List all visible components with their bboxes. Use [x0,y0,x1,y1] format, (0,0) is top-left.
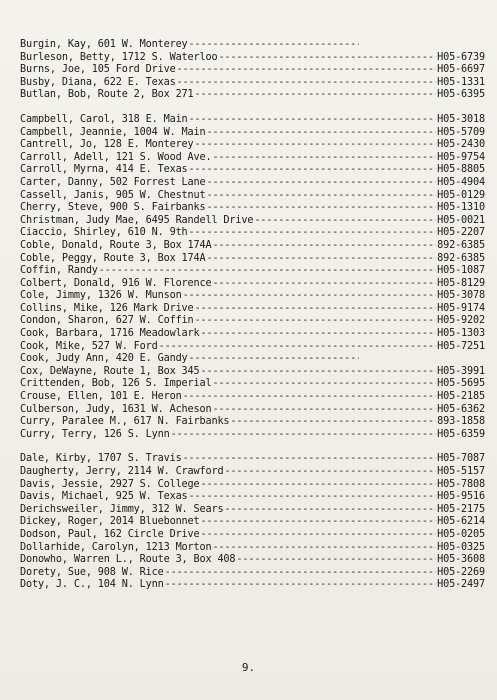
dot-leader [159,341,437,354]
entry-name-address: Cantrell, Jo, 128 E. Monterey [20,139,194,151]
dot-leader [165,579,437,592]
entry-name-address: Crittenden, Bob, 126 S. Imperial [20,378,212,390]
dot-leader [212,240,436,253]
entry-phone: H05-3078 [437,290,485,302]
entry-name-address: Coble, Donald, Route 3, Box 174A [20,239,212,251]
directory-entry [20,328,485,341]
directory-entry [20,253,485,266]
dot-leader [183,391,437,404]
entry-phone: H05-1310 [437,202,485,214]
directory-entry [20,152,485,165]
directory-listing [20,39,485,604]
dot-leader [189,353,359,366]
entry-name-address: Dodson, Paul, 162 Circle Drive [20,528,200,540]
directory-group [20,114,485,441]
dot-leader [254,215,436,228]
entry-phone: H05-2430 [437,139,485,151]
entry-phone: H05-7087 [437,453,485,465]
directory-entry [20,529,485,542]
entry-name-address: Collins, Mike, 126 Mark Drive [20,302,194,314]
directory-entry [20,202,485,215]
directory-entry [20,391,485,404]
dot-leader [212,542,436,555]
dot-leader [201,328,437,341]
entry-name-address: Carroll, Adell, 121 S. Wood Ave. [20,151,212,163]
dot-leader [212,152,436,165]
entry-phone: H05-1331 [437,76,485,88]
entry-phone: 893-1858 [437,416,485,428]
entry-name-address: Culberson, Judy, 1631 W. Acheson [20,403,212,415]
entry-name-address: Crouse, Ellen, 101 E. Heron [20,391,182,403]
dot-leader [195,303,437,316]
entry-name-address: Curry, Terry, 126 S. Lynn [20,428,170,440]
directory-entry [20,164,485,177]
dot-leader [189,491,437,504]
entry-phone: 892-6385 [437,239,485,251]
directory-entry [20,303,485,316]
entry-phone: H05-3018 [437,113,485,125]
dot-leader [201,529,437,542]
directory-entry [20,52,485,65]
dot-leader [207,190,437,203]
entry-phone: H05-9516 [437,491,485,503]
dot-leader [212,278,436,291]
entry-phone: H05-8805 [437,164,485,176]
entry-name-address: Cole, Jimmy, 1326 W. Munson [20,290,182,302]
entry-name-address: Butlan, Bob, Route 2, Box 271 [20,89,194,101]
entry-name-address: Donowho, Warren L., Route 3, Box 408 [20,554,236,566]
entry-phone: 892-6385 [437,252,485,264]
entry-name-address: Derichsweiler, Jimmy, 312 W. Sears [20,503,224,515]
entry-phone: H05-9202 [437,315,485,327]
entry-phone: H05-1303 [437,328,485,340]
entry-phone: H05-6362 [437,403,485,415]
entry-name-address: Curry, Paralee M., 617 N. Fairbanks [20,416,230,428]
entry-name-address: Coble, Peggy, Route 3, Box 174A [20,252,206,264]
entry-name-address: Cook, Barbara, 1716 Meadowlark [20,328,200,340]
directory-entry [20,227,485,240]
entry-name-address: Burleson, Betty, 1712 S. Waterloo [20,51,218,63]
directory-entry [20,579,485,592]
dot-leader [207,177,437,190]
dot-leader [207,253,437,266]
dot-leader [224,466,436,479]
entry-name-address: Coffin, Randy [20,265,98,277]
dot-leader [177,64,437,77]
entry-name-address: Burgin, Kay, 601 W. Monterey [20,39,188,50]
entry-name-address: Cassell, Janis, 905 W. Chestnut [20,189,206,201]
entry-name-address: Cherry, Steve, 900 S. Fairbanks [20,202,206,214]
dot-leader [195,139,437,152]
directory-entry [20,315,485,328]
entry-phone: H05-0205 [437,528,485,540]
dot-leader [201,479,437,492]
dot-leader [189,227,437,240]
page-number: 9. [241,661,256,674]
dot-leader [207,127,437,140]
entry-name-address: Cook, Judy Ann, 420 E. Gandy [20,353,188,365]
directory-entry [20,240,485,253]
entry-phone: H05-2497 [437,579,485,591]
directory-entry [20,491,485,504]
dot-leader [99,265,436,278]
entry-name-address: Condon, Sharon, 627 W. Coffin [20,315,194,327]
entry-phone: H05-9174 [437,302,485,314]
directory-entry [20,265,485,278]
directory-entry [20,64,485,77]
entry-name-address: Dorety, Sue, 908 W. Rice [20,566,164,578]
entry-name-address: Dollarhide, Carolyn, 1213 Morton [20,541,212,553]
directory-entry [20,404,485,417]
directory-entry [20,215,485,228]
directory-entry [20,77,485,90]
entry-phone: H05-0129 [437,189,485,201]
entry-phone: H05-6739 [437,51,485,63]
dot-leader [183,290,437,303]
directory-entry [20,542,485,555]
entry-name-address: Campbell, Jeannie, 1004 W. Main [20,126,206,138]
entry-phone: H05-6214 [437,516,485,528]
dot-leader [201,366,437,379]
entry-phone: H05-3608 [437,554,485,566]
dot-leader [236,554,436,567]
entry-phone: H05-9754 [437,151,485,163]
entry-name-address: Christman, Judy Mae, 6495 Randell Drive [20,214,254,226]
entry-name-address: Davis, Michael, 925 W. Texas [20,491,188,503]
directory-entry [20,341,485,354]
directory-entry [20,127,485,140]
directory-entry [20,479,485,492]
entry-name-address: Cox, DeWayne, Route 1, Box 345 [20,365,200,377]
entry-phone: H05-5695 [437,378,485,390]
entry-phone: H05-6359 [437,428,485,440]
entry-phone: H05-5709 [437,126,485,138]
directory-entry [20,466,485,479]
dot-leader [177,77,437,90]
entry-phone: H05-6697 [437,64,485,76]
dot-leader [183,453,437,466]
entry-phone: H05-5157 [437,466,485,477]
directory-entry [20,453,485,466]
directory-entry [20,516,485,529]
entry-phone: H05-1087 [437,265,485,277]
directory-entry [20,190,485,203]
entry-phone: H05-0325 [437,541,485,553]
dot-leader [212,404,436,417]
dot-leader [230,416,436,429]
directory-entry [20,139,485,152]
entry-name-address: Daugherty, Jerry, 2114 W. Crawford [20,466,224,477]
entry-name-address: Dale, Kirby, 1707 S. Travis [20,453,182,465]
directory-entry [20,366,485,379]
directory-entry [20,416,485,429]
directory-entry [20,89,485,102]
entry-name-address: Doty, J. C., 104 N. Lynn [20,579,164,591]
dot-leader [201,516,437,529]
dot-leader [189,39,359,52]
entry-name-address: Burns, Joe, 105 Ford Drive [20,64,176,76]
dot-leader [212,378,436,391]
directory-group [20,453,485,592]
entry-phone: H05-4904 [437,176,485,188]
entry-phone: H05-6395 [437,89,485,101]
dot-leader [195,89,437,102]
dot-leader [189,164,437,177]
directory-entry [20,177,485,190]
dot-leader [171,429,437,442]
directory-entry [20,290,485,303]
entry-phone: H05-7251 [437,340,485,352]
entry-phone: H05-0021 [437,214,485,226]
dot-leader [224,504,436,517]
entry-name-address: Dickey, Roger, 2014 Bluebonnet [20,516,200,528]
directory-entry [20,554,485,567]
directory-entry [20,278,485,291]
entry-name-address: Carter, Danny, 502 Forrest Lane [20,176,206,188]
directory-entry [20,39,485,52]
entry-phone: H05-8129 [437,277,485,289]
entry-name-address: Davis, Jessie, 2927 S. College [20,478,200,490]
entry-name-address: Campbell, Carol, 318 E. Main [20,113,188,125]
entry-name-address: Colbert, Donald, 916 W. Florence [20,277,212,289]
entry-phone: H05-7808 [437,478,485,490]
dot-leader [207,202,437,215]
entry-name-address: Cook, Mike, 527 W. Ford [20,340,158,352]
entry-phone: H05-2207 [437,227,485,239]
directory-group [20,39,485,102]
directory-entry [20,114,485,127]
entry-phone: H05-2185 [437,391,485,403]
directory-entry [20,504,485,517]
directory-entry [20,353,485,366]
entry-name-address: Ciaccio, Shirley, 610 N. 9th [20,227,188,239]
dot-leader [218,52,436,65]
directory-entry [20,567,485,580]
dot-leader [165,567,437,580]
entry-phone: H05-3991 [437,365,485,377]
directory-entry [20,429,485,442]
dot-leader [189,114,437,127]
entry-name-address: Busby, Diana, 622 E. Texas [20,76,176,88]
entry-phone: H05-2269 [437,566,485,578]
directory-entry [20,378,485,391]
entry-name-address: Carroll, Myrna, 414 E. Texas [20,164,188,176]
entry-phone: H05-2175 [437,503,485,515]
dot-leader [195,315,437,328]
